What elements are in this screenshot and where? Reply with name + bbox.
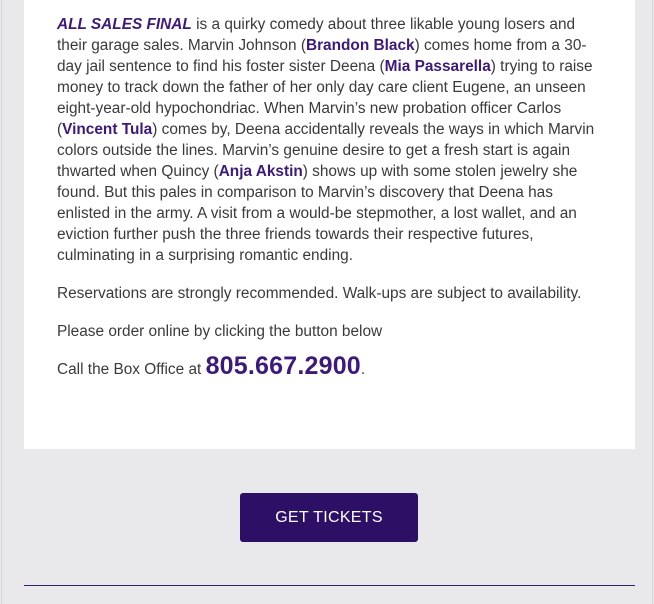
- box-office-line: [57, 352, 607, 384]
- actor-name-3: Vincent Tula: [62, 121, 153, 138]
- actor-name-4: Anja Akstin: [218, 163, 303, 180]
- phone-number[interactable]: 805.667.2900: [205, 352, 361, 380]
- reservations-note: Reservations are strongly recommended. Walk-ups are subject to availability.: [57, 285, 582, 302]
- content-card: [24, 0, 635, 449]
- email-frame: [1, 0, 653, 604]
- call-prefix: Call the Box Office at: [57, 361, 206, 378]
- order-note: Please order online by clicking the button below: [57, 323, 383, 340]
- actor-name-1: Brandon Black: [305, 37, 415, 54]
- get-tickets-button[interactable]: GET TICKETS: [240, 493, 418, 542]
- synopsis-text-1: is a quirky comedy about three likable young losers and their garage sales. Marvin Johnson (: [57, 16, 576, 54]
- call-suffix: .: [360, 361, 366, 378]
- synopsis-paragraph: [57, 14, 607, 266]
- show-title: ALL SALES FINAL: [57, 16, 192, 33]
- actor-name-2: Mia Passarella: [384, 58, 491, 75]
- synopsis-text-2: ) comes home from a 30-day jail sentence to find his foster sister Deena (: [57, 37, 587, 75]
- synopsis-text-4: ) comes by, Deena accidentally reveals the ways in which Marvin colors outside the lines. Marvin’s genuine desire to get a fresh start is again thwarted when Quincy (: [57, 121, 595, 180]
- synopsis-text-5: ) shows up with some stolen jewelry she found. But this pales in comparison to Marvin’s discovery that Deena has enlisted in the army. A visit from a would-be stepmother, a lost wallet, and an eviction further push the three friends towards their respective futures, culminating in a surprising romantic ending.: [57, 163, 578, 264]
- footer-divider: [24, 585, 635, 586]
- synopsis-text-3: ) trying to raise money to track down the father of her only day care client Eugene, an unseen eight-year-old hypochondriac. When Marvin’s new probation officer Carlos (: [57, 58, 593, 138]
